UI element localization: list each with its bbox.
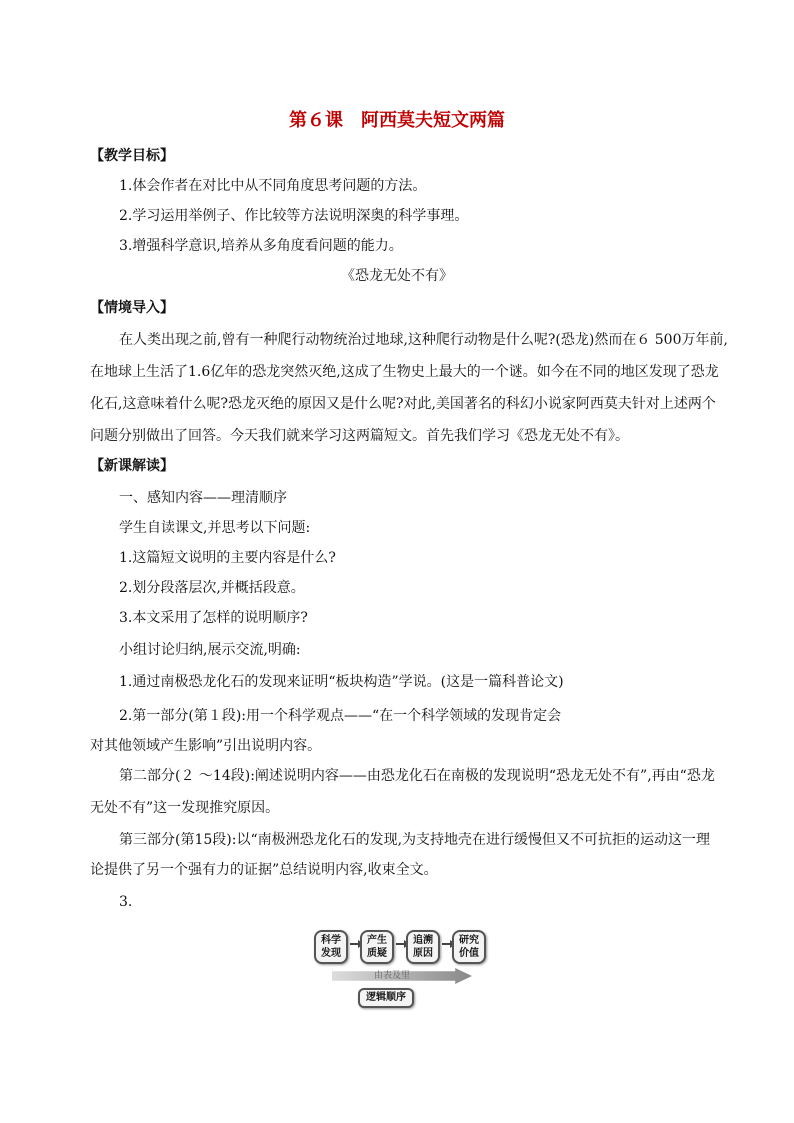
- progression-label: 由表及里: [373, 971, 410, 981]
- intro-line: 化石,这意味着什么呢?恐龙灭绝的原因又是什么呢?对此,美国著名的科幻小说家阿西莫夫针对上述两个: [90, 396, 716, 412]
- diagram-step: 产生质疑: [360, 930, 394, 964]
- intro-heading: 【情境导入】: [90, 300, 174, 316]
- lesson-title: 第６课 阿西莫夫短文两篇: [289, 110, 505, 131]
- diagram-step: 科学发现: [314, 930, 348, 964]
- body-line: 2.划分段落层次,并概括段意。: [119, 580, 305, 596]
- arrow-right-icon: [396, 943, 406, 945]
- intro-line: 问题分别做出了回答。今天我们就来学习这两篇短文。首先我们学习《恐龙无处不有》。: [90, 428, 629, 444]
- body-line: 论提供了另一个强有力的证据”总结说明内容,收束全文。: [90, 862, 438, 878]
- body-line: 3.本文采用了怎样的说明顺序?: [119, 610, 308, 626]
- order-label-box: 逻辑顺序: [358, 988, 414, 1008]
- body-line: 无处不有”这一发现推究原因。: [90, 800, 280, 816]
- body-line: 3.: [119, 894, 133, 910]
- diagram-step: 研究价值: [452, 930, 486, 964]
- body-line: 一、感知内容——理清顺序: [119, 490, 287, 506]
- body-line: 第二部分(２ ～14段):阐述说明内容——由恐龙化石在南极的发现说明“恐龙无处不有”,再由“恐龙: [119, 768, 715, 784]
- structure-diagram: [312, 924, 488, 1016]
- diagram-step: 追溯原因: [406, 930, 440, 964]
- objective-item: 3.增强科学意识,培养从多角度看问题的能力。: [119, 238, 403, 254]
- body-line: 小组讨论归纳,展示交流,明确:: [119, 642, 301, 658]
- essay-subtitle: 《恐龙无处不有》: [341, 268, 453, 284]
- body-line: 学生自读课文,并思考以下问题:: [119, 520, 311, 536]
- arrow-right-icon: [350, 943, 360, 945]
- body-line: 1.这篇短文说明的主要内容是什么?: [119, 550, 336, 566]
- intro-line: 在地球上生活了1.6亿年的恐龙突然灭绝,这成了生物史上最大的一个谜。如今在不同的地区发现了恐龙: [90, 364, 719, 380]
- new-lesson-heading: 【新课解读】: [90, 458, 174, 474]
- body-line: 1.通过南极恐龙化石的发现来证明“板块构造”学说。(这是一篇科普论文): [119, 674, 564, 690]
- intro-line: 在人类出现之前,曾有一种爬行动物统治过地球,这种爬行动物是什么呢?(恐龙)然而在６ 500万年前,: [119, 332, 728, 348]
- objectives-heading: 【教学目标】: [90, 148, 174, 164]
- body-line: 第三部分(第15段):以“南极洲恐龙化石的发现,为支持地壳在进行缓慢但又不可抗拒的运动这一理: [119, 832, 711, 848]
- body-line: 2.第一部分(第１段):用一个科学观点——“在一个科学领域的发现肯定会: [119, 708, 562, 724]
- body-line: 对其他领域产生影响”引出说明内容。: [90, 738, 322, 754]
- arrow-right-icon: [442, 943, 452, 945]
- objective-item: 2.学习运用举例子、作比较等方法说明深奥的科学事理。: [119, 208, 469, 224]
- objective-item: 1.体会作者在对比中从不同角度思考问题的方法。: [119, 178, 427, 194]
